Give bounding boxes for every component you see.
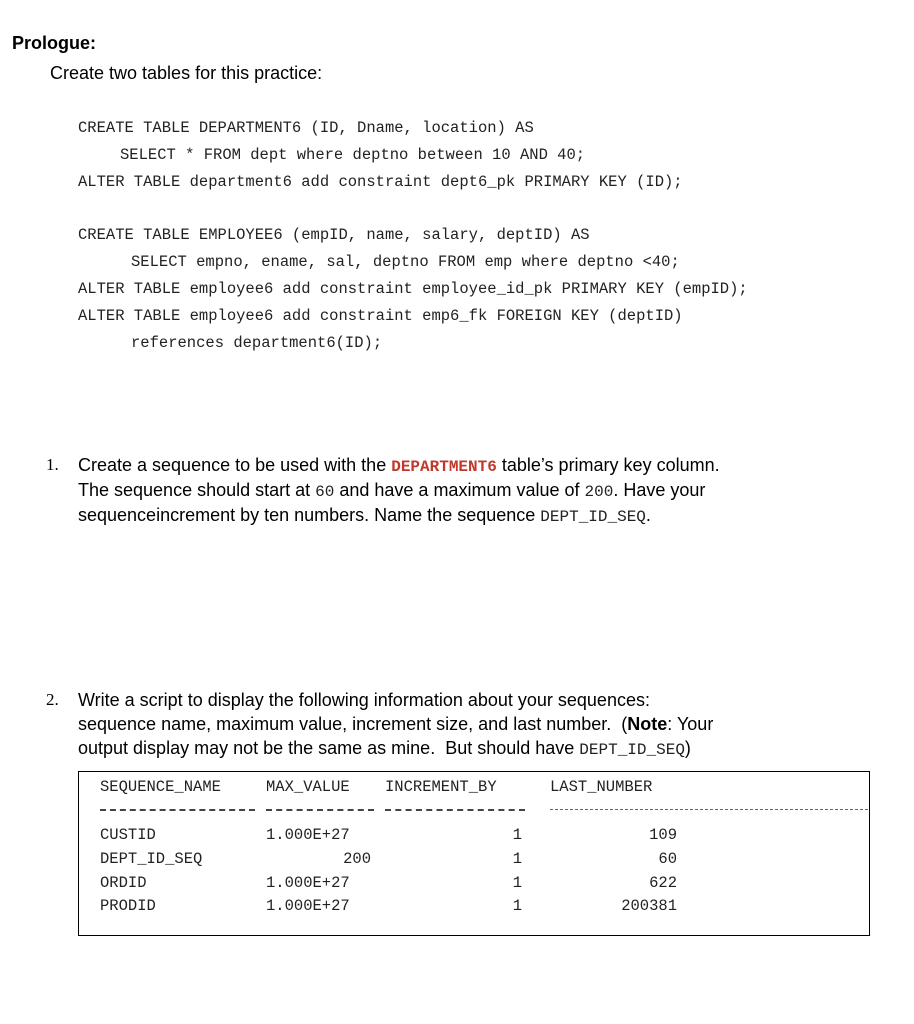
code-line: CREATE TABLE EMPLOYEE6 (empID, name, salary, deptID) AS [78, 226, 590, 244]
code-line: ALTER TABLE department6 add constraint dept6_pk PRIMARY KEY (ID); [78, 173, 683, 191]
header-separator [266, 809, 374, 811]
note-label: Note [627, 714, 668, 734]
code-line: CREATE TABLE DEPARTMENT6 (ID, Dname, location) AS [78, 119, 534, 137]
table-name-highlight: DEPARTMENT6 [391, 458, 497, 476]
question-1-line-2: The sequence should start at 60 and have a maximum value of 200. Have your [78, 480, 706, 501]
question-number: 2. [46, 690, 59, 709]
prologue-heading: Prologue: [12, 33, 96, 53]
question-1-line-1: Create a sequence to be used with the DEPARTMENT6 table’s primary key column. [78, 455, 720, 476]
header-separator [550, 809, 868, 810]
code-line: references department6(ID); [131, 334, 383, 352]
code-line: ALTER TABLE employee6 add constraint emp6_fk FOREIGN KEY (deptID) [78, 307, 683, 325]
question-2-line-3: output display may not be the same as mine. But should have DEPT_ID_SEQ) [78, 738, 691, 759]
prologue-intro: Create two tables for this practice: [50, 63, 323, 83]
column-header: LAST_NUMBER [550, 778, 653, 796]
column-header: MAX_VALUE [266, 778, 350, 796]
header-separator [100, 809, 255, 811]
code-line: ALTER TABLE employee6 add constraint employee_id_pk PRIMARY KEY (empID); [78, 280, 748, 298]
question-1-line-3: sequenceincrement by ten numbers. Name the sequence DEPT_ID_SEQ. [78, 505, 651, 526]
header-separator [385, 809, 525, 811]
code-line: SELECT empno, ename, sal, deptno FROM emp where deptno <40; [131, 253, 680, 271]
column-header: INCREMENT_BY [385, 778, 497, 796]
question-2-line-1: Write a script to display the following information about your sequences: [78, 690, 650, 710]
column-header: SEQUENCE_NAME [100, 778, 221, 796]
query-output-table: SEQUENCE_NAME MAX_VALUE INCREMENT_BY LAST_NUMBER CUSTID 1.000E+27 1 109 DEPT_ID_SEQ 200 1 60 ORDID 1.000E+27 1 622 PRODID 1.000E+27 1 200381 [78, 771, 870, 936]
code-line: SELECT * FROM dept where deptno between 10 AND 40; [120, 146, 586, 164]
question-number: 1. [46, 455, 59, 474]
question-2-line-2: sequence name, maximum value, increment size, and last number. (Note: Your [78, 714, 714, 734]
